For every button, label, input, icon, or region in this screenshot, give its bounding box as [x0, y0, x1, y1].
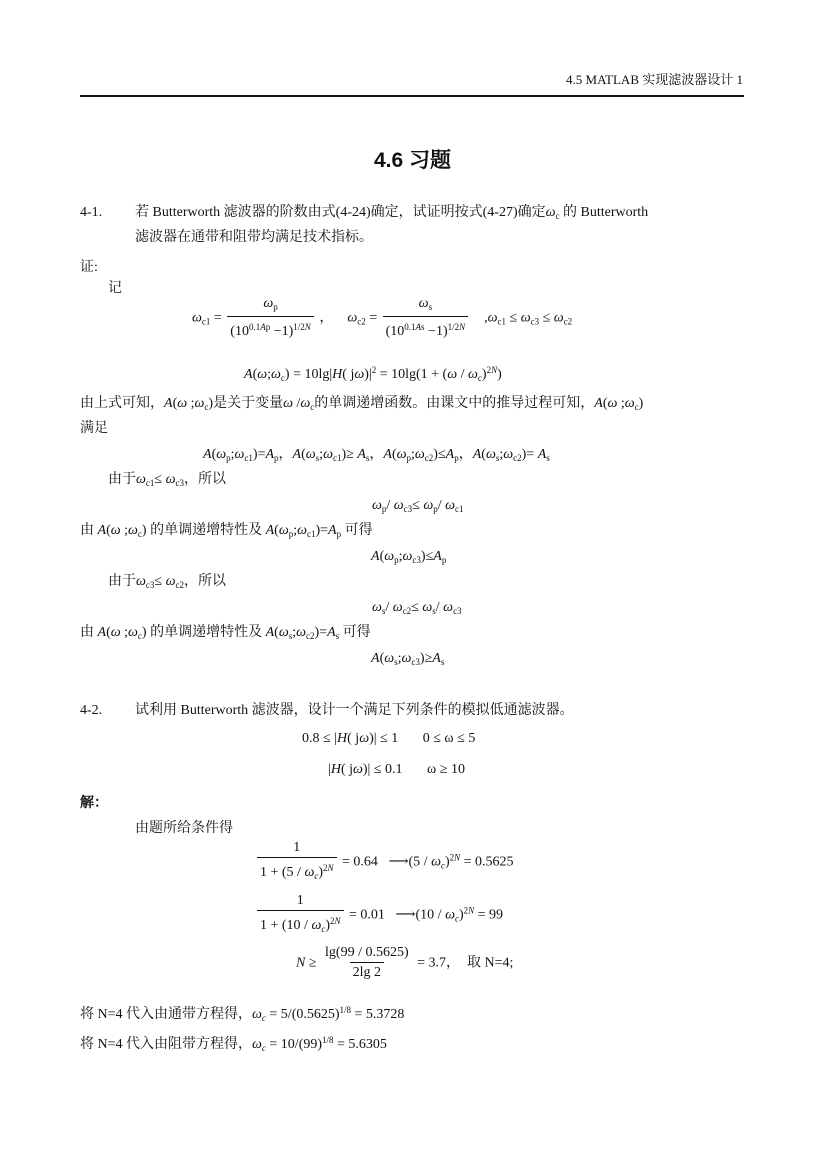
given-text: 由题所给条件得 — [135, 821, 233, 836]
ratio-equation-2: $\omega_s/$ $\omega_{c2}\le \omega_s/$ $\omega_{c3}$ — [372, 600, 462, 616]
spec-pass-high: 1 — [391, 731, 399, 746]
since-line-1: 由于$\omega_{c1}\le \omega_{c3}$，所以 — [108, 472, 226, 488]
order-equation: N ≥ $\frac{\lg(99 / 0.5625)}{2\lg 2}$ = 3.7， 取 N=4; — [296, 945, 514, 980]
note-label: 记 — [108, 281, 122, 296]
passband-result: 将 N=4 代入由通带方程得，$\omega_c = 5/(0.5625)^{1/8} = 5.3728$ — [80, 1005, 405, 1023]
ratio-equation-1: $\omega_p/$ $\omega_{c3}\le \omega_p/$ $\omega_{c1}$ — [372, 498, 464, 514]
since2-b: ，所以 — [183, 574, 226, 589]
take-text: 取 N=4; — [467, 955, 514, 971]
mono1-b: 的单调递增特性及 — [146, 523, 266, 538]
spec-omega-range: 0 ≤ ω ≤ 5 — [422, 731, 476, 746]
running-header: 4.5 MATLAB 实现滤波器设计 1 — [566, 72, 743, 87]
since1-a: 由于 — [108, 472, 136, 487]
since2-a: 由于 — [108, 574, 136, 589]
result-equation-1: $A(\omega_p;\omega_{c3})\le A_p$ — [371, 549, 447, 565]
stopband-fraction: $\frac{1}{1 + (10 / \omega_c)^{2N}}$ — [257, 893, 344, 938]
result-equation-2: $A(\omega_s;\omega_{c3})\ge A_s$ — [371, 651, 445, 667]
problem-text-2: 试利用 Butterworth 滤波器，设计一个满足下列条件的模拟低通滤波器。 — [135, 703, 574, 718]
eq2-result: = 99 — [477, 907, 504, 923]
spec-passband: 0.8 ≤ |H( jω)| ≤ 1 0 ≤ ω ≤ 5 — [302, 731, 476, 746]
n-value: = 3.7， — [417, 955, 461, 971]
problem-number-2: 4-2. — [80, 703, 103, 718]
wc2-fraction: $\frac{\omega_s}{(10^{0.1As} -1)^{1/2N}}$ — [383, 296, 469, 341]
wc-stop: = 10/(99) — [269, 1037, 323, 1052]
mono1-a: 由 — [80, 523, 94, 538]
problem-text-1: 若 Butterworth 滤波器的阶数由式(4-24)确定，试证明按式(4-27)确定$\omega_c$ 的 Butterworth — [135, 205, 649, 221]
stopband-result: 将 N=4 代入由阻带方程得，$\omega_c = 10/(99)^{1/8} = 5.6305$ — [80, 1035, 387, 1053]
since1-b: ，所以 — [183, 472, 226, 487]
problem-text-1b: 的 Butterworth — [563, 205, 649, 220]
spec-stop-omega: ω ≥ 10 — [427, 762, 465, 777]
stop-result-text: 将 N=4 代入由阻带方程得， — [80, 1037, 253, 1052]
section-title: 4.6 习题 — [373, 149, 452, 172]
eq2-rhs: = 0.01 — [349, 907, 385, 923]
mono-line-2: 由 A(ω $;\omega_c$) 的单调递增特性及 $A(\omega_s;\omega_{c2})=A_s$ 可得 — [80, 625, 371, 641]
attenuation-equation: $A(\omega;\omega_c) = 10\lg|H$( $j\omega)|^2 = 10\lg(1 + (\omega / \omega_c)^{2N})$ — [244, 365, 502, 383]
mono2-c: 可得 — [342, 625, 371, 640]
wc-pass-value: = 5.3728 — [354, 1007, 405, 1022]
header-rule — [80, 95, 744, 97]
monotonic-paragraph: 由上式可知，A(ω $;\omega_c$)是关于变量ω $/\omega_c$的单调递增函数。由课文中的推导过程可知，A(ω $;\omega_c$) — [80, 396, 644, 412]
mono1-c: 可得 — [344, 523, 373, 538]
wc1-fraction: $\frac{\omega_p}{(10^{0.1Ap} -1)^{1/2N}}$ — [227, 296, 314, 341]
spec-pass-low: 0.8 — [302, 731, 320, 746]
para1-b: 是关于变量 — [213, 396, 284, 411]
mono2-b: 的单调递增特性及 — [146, 625, 266, 640]
stopband-equation: $\frac{1}{1 + (10 / \omega_c)^{2N}}$ = 0.01 ⟶(10 / $\omega_c)^{2N} = 99$ — [255, 893, 503, 938]
wc-stop-value: = 5.6305 — [337, 1037, 387, 1052]
para1-a: 由上式可知， — [80, 396, 164, 411]
spec-stop: 0.1 — [385, 762, 403, 777]
passband-fraction: $\frac{1}{1 + (5 / \omega_c)^{2N}}$ — [257, 840, 337, 885]
eq1-result: = 0.5625 — [463, 854, 514, 870]
mono2-a: 由 — [80, 625, 94, 640]
problem-number-1: 4-1. — [80, 205, 103, 220]
mono-line-1: 由 A(ω $;\omega_c$) 的单调递增特性及 $A(\omega_p;\omega_{c1})=A_p$ 可得 — [80, 523, 373, 539]
wc-pass: = 5/(0.5625) — [269, 1007, 340, 1022]
passband-equation: $\frac{1}{1 + (5 / \omega_c)^{2N}}$ = 0.64 ⟶(5 / $\omega_c)^{2N} = 0.5625$ — [255, 840, 514, 885]
conditions-equation: $A(\omega_p;\omega_{c1})=A_p$，$A(\omega_s;\omega_{c1})\ge A_s$，$A(\omega_p;\omega_{c2})\le A_p$，$A(\omega_s;\omega_{c2})= A_s$ — [203, 447, 550, 463]
monotonic-paragraph-line2: 满足 — [80, 421, 108, 436]
since-line-2: 由于$\omega_{c3}\le \omega_{c2}$，所以 — [108, 574, 226, 590]
solution-label: 解： — [80, 796, 108, 811]
proof-label: 证: — [80, 260, 98, 275]
eq1-rhs: = 0.64 — [342, 854, 378, 870]
pass-result-text: 将 N=4 代入由通带方程得， — [80, 1007, 253, 1022]
wc-definition-equation: $\omega_{c1}$ = $\frac{\omega_p}{(10^{0.1Ap} -1)^{1/2N}}$ ， $\omega_{c2}$ = $\frac{\omega_s}{(10^{0.1As} -1)^{1/2N}}$ $,\omega_{c1} \le \omega_{c3} \le \omega_{c2}$ — [192, 296, 573, 339]
para1-c: 的单调递增函数。由课文中的推导过程可知， — [314, 396, 595, 411]
problem-text-1-line2: 滤波器在通带和阻带均满足技术指标。 — [135, 230, 373, 245]
order-fraction: $\frac{\lg(99 / 0.5625)}{2\lg 2}$ — [325, 945, 409, 980]
problem-text-1a: 若 Butterworth 滤波器的阶数由式(4-24)确定，试证明按式(4-27)确定 — [135, 205, 546, 220]
spec-stopband: |H( jω)| ≤ 0.1 ω ≥ 10 — [328, 762, 465, 777]
